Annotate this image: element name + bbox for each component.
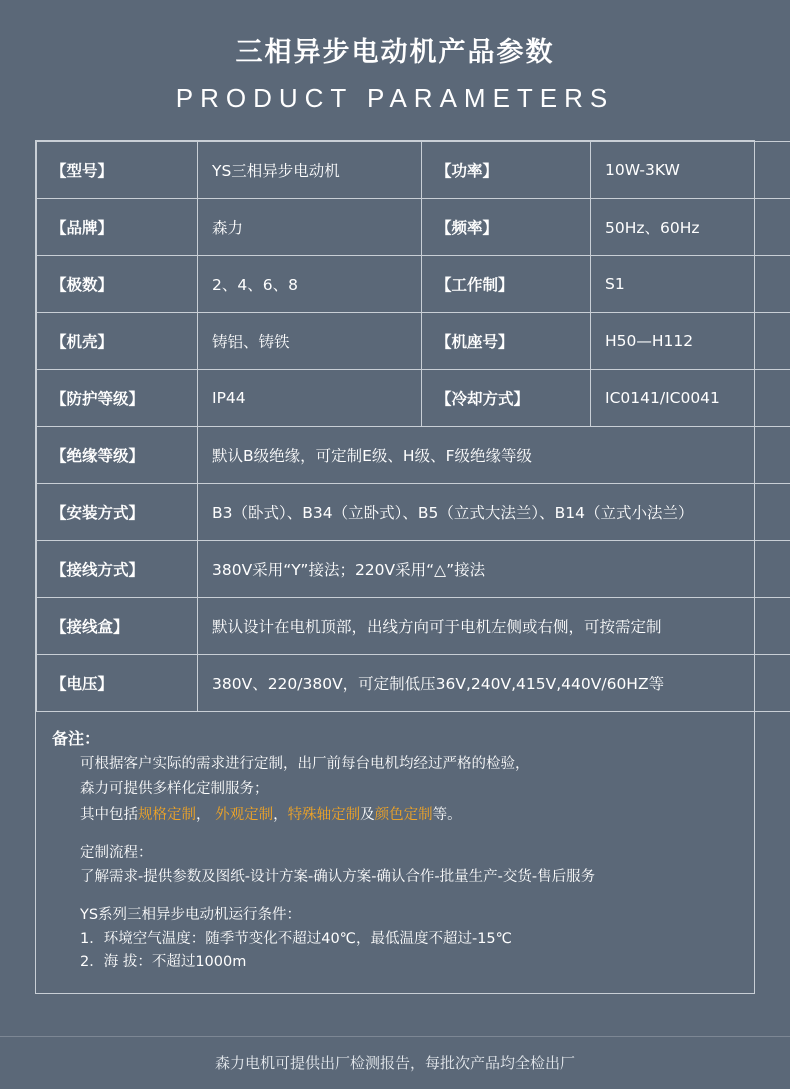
spec-label: 【防护等级】 xyxy=(37,370,198,427)
spec-value: 10W-3KW xyxy=(591,142,790,199)
notes-line3-prefix: 其中包括 xyxy=(80,807,138,823)
spec-value: 50Hz、60Hz xyxy=(591,199,790,256)
flow-line: 了解需求-提供参数及图纸-设计方案-确认方案-确认合作-批量生产-交货-售后服务 xyxy=(52,866,738,889)
spec-label: 【工作制】 xyxy=(422,256,591,313)
spec-value: 380V采用“Y”接法；220V采用“△”接法 xyxy=(198,541,790,598)
page-title-cn: 三相异步电动机产品参数 xyxy=(0,0,790,69)
highlight-color-custom: 颜色定制 xyxy=(375,807,433,823)
spec-table xyxy=(36,141,790,712)
spec-value: 默认设计在电机顶部，出线方向可于电机左侧或右侧，可按需定制 xyxy=(198,598,790,655)
spec-label: 【接线盒】 xyxy=(37,598,198,655)
spec-value: 380V、220/380V，可定制低压36V,240V,415V,440V/60HZ等 xyxy=(198,655,790,712)
notes-line-2: 森力可提供多样化定制服务； xyxy=(52,778,738,801)
notes-line-3 xyxy=(52,804,738,827)
notes-spacer-2 xyxy=(52,891,738,904)
table-row xyxy=(37,427,790,484)
spec-value: 铸铝、铸铁 xyxy=(198,313,422,370)
spec-label: 【安装方式】 xyxy=(37,484,198,541)
conditions-line-2: 2．海 拔：不超过1000m xyxy=(52,951,738,974)
spec-label: 【机壳】 xyxy=(37,313,198,370)
footer-note: 森力电机可提供出厂检测报告，每批次产品均全检出厂 xyxy=(0,1036,790,1088)
page-title-en: PRODUCT PARAMETERS xyxy=(0,83,790,114)
table-row xyxy=(37,199,790,256)
notes-section xyxy=(35,712,755,994)
spec-value: 森力 xyxy=(198,199,422,256)
notes-title: 备注： xyxy=(52,726,738,749)
table-row xyxy=(37,142,790,199)
spec-value: IC0141/IC0041 xyxy=(591,370,790,427)
spec-label: 【电压】 xyxy=(37,655,198,712)
table-row xyxy=(37,484,790,541)
notes-sep-1: ， xyxy=(196,807,211,823)
notes-suffix: 等。 xyxy=(433,807,462,823)
highlight-appearance-custom: 外观定制 xyxy=(215,807,273,823)
notes-mid: 及 xyxy=(360,807,375,823)
notes-sep-2: ， xyxy=(273,807,288,823)
spec-label: 【频率】 xyxy=(422,199,591,256)
spec-table-body xyxy=(37,142,790,712)
notes-line-1: 可根据客户实际的需求进行定制，出厂前每台电机均经过严格的检验， xyxy=(52,753,738,776)
table-row xyxy=(37,370,790,427)
table-row xyxy=(37,256,790,313)
spec-value: 2、4、6、8 xyxy=(198,256,422,313)
spec-value: S1 xyxy=(591,256,790,313)
highlight-shaft-custom: 特殊轴定制 xyxy=(288,807,361,823)
spec-label: 【冷却方式】 xyxy=(422,370,591,427)
highlight-spec-custom: 规格定制 xyxy=(138,807,196,823)
spec-label: 【型号】 xyxy=(37,142,198,199)
spec-value: H50—H112 xyxy=(591,313,790,370)
table-row xyxy=(37,541,790,598)
spec-label: 【品牌】 xyxy=(37,199,198,256)
spec-label: 【接线方式】 xyxy=(37,541,198,598)
conditions-line-1: 1．环境空气温度：随季节变化不超过40℃，最低温度不超过-15℃ xyxy=(52,928,738,951)
spec-value: IP44 xyxy=(198,370,422,427)
table-row xyxy=(37,598,790,655)
conditions-title: YS系列三相异步电动机运行条件： xyxy=(52,904,738,927)
spec-value: 默认B级绝缘，可定制E级、H级、F级绝缘等级 xyxy=(198,427,790,484)
spec-table-wrapper xyxy=(35,140,755,712)
notes-spacer-1 xyxy=(52,829,738,842)
table-row xyxy=(37,655,790,712)
spec-label: 【极数】 xyxy=(37,256,198,313)
table-row xyxy=(37,313,790,370)
spec-label: 【机座号】 xyxy=(422,313,591,370)
flow-title: 定制流程： xyxy=(52,842,738,865)
spec-value: YS三相异步电动机 xyxy=(198,142,422,199)
spec-label: 【功率】 xyxy=(422,142,591,199)
spec-label: 【绝缘等级】 xyxy=(37,427,198,484)
spec-value: B3（卧式）、B34（立卧式）、B5（立式大法兰）、B14（立式小法兰） xyxy=(198,484,790,541)
